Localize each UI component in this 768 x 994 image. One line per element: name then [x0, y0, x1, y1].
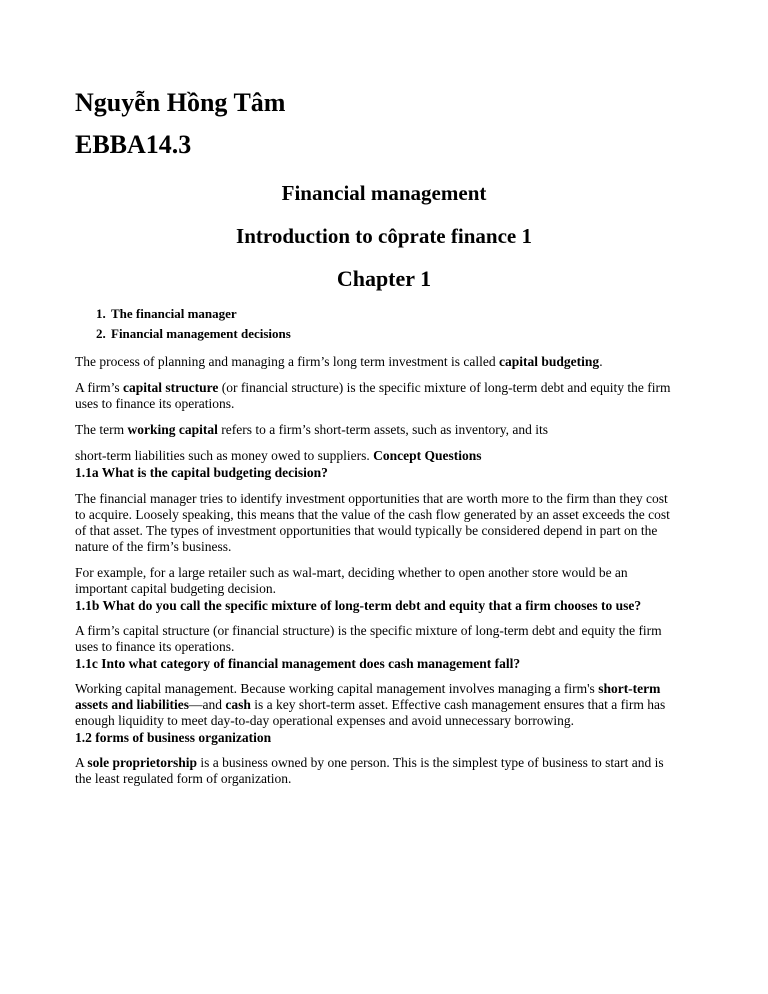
text-run: —and	[189, 697, 226, 712]
paragraph-sole-proprietorship	[75, 755, 675, 787]
topic-item: 2. Financial management decisions	[109, 324, 675, 344]
paragraph-example-walmart: For example, for a large retailer such as wal-mart, deciding whether to open another store would be an important capital budgeting decision.	[75, 565, 628, 596]
text-run: The process of planning and managing a firm’s long term investment is called	[75, 354, 500, 369]
paragraph-short-term-liabilities	[75, 448, 675, 464]
text-run: A firm’s	[75, 380, 124, 395]
author-name: Nguyễn Hồng Tâm	[75, 88, 286, 117]
paragraph-capital-structure	[75, 380, 675, 412]
bold-term: Concept Questions	[373, 448, 482, 463]
bold-term: sole proprietorship	[87, 755, 198, 770]
paragraph-working-capital	[75, 422, 675, 438]
bold-term: capital budgeting	[499, 354, 600, 369]
question-1-1a: 1.1a What is the capital budgeting decision?	[75, 465, 328, 480]
paragraph-answer-1-1a: The financial manager tries to identify investment opportunities that are worth more to the firm than they cost to acquire. Loosely speaking, this means that the value of the cash flow generated by an asset exceeds the cost of that asset. The types of investment opportunities that would typically be considered depend in part on the nature of the firm’s business.	[75, 491, 670, 554]
question-1-1c: 1.1c Into what category of financial management does cash management fall?	[75, 656, 521, 671]
bold-term: short-term assets and liabilities	[75, 681, 661, 712]
text-run: Working capital management. Because working capital management involves managing a firm's	[75, 681, 599, 696]
text-run: is a business owned by one person. This is the simplest type of business to start and is the least regulated form of organization.	[75, 755, 664, 786]
text-run: refers to a firm’s short-term assets, such as inventory, and its	[217, 422, 549, 437]
chapter-title: Chapter 1	[336, 266, 432, 291]
bold-term: working capital	[127, 422, 218, 437]
text-run: A	[75, 755, 88, 770]
bold-term: capital structure	[123, 380, 219, 395]
text-run: (or financial structure) is the specific mixture of long-term debt and equity the firm uses to finance its operations.	[75, 380, 671, 411]
document-content	[75, 88, 675, 787]
text-run: .	[599, 354, 603, 369]
course-subtitle: Introduction to côprate finance 1	[236, 224, 532, 248]
topic-list	[75, 304, 675, 344]
paragraph-answer-1-1c	[75, 681, 675, 729]
paragraph-answer-1-1b: A firm’s capital structure (or financial structure) is the specific mixture of long-term debt and equity the firm uses to finance its operations.	[75, 623, 662, 654]
text-run: The term	[75, 422, 128, 437]
bold-term: cash	[225, 697, 251, 712]
paragraph-capital-budgeting	[75, 354, 675, 370]
question-1-1b: 1.1b What do you call the specific mixture of long-term debt and equity that a firm chooses to use?	[75, 598, 642, 613]
text-run: short-term liabilities such as money owed to suppliers.	[75, 448, 374, 463]
text-run: is a key short-term asset. Effective cash management ensures that a firm has enough liquidity to meet day-to-day operational expenses and avoid unnecessary borrowing.	[75, 697, 666, 728]
section-1-2-heading: 1.2 forms of business organization	[75, 730, 272, 745]
topic-item: 1. The financial manager	[109, 304, 675, 324]
course-title: Financial management	[281, 181, 487, 205]
class-code: EBBA14.3	[75, 130, 192, 159]
